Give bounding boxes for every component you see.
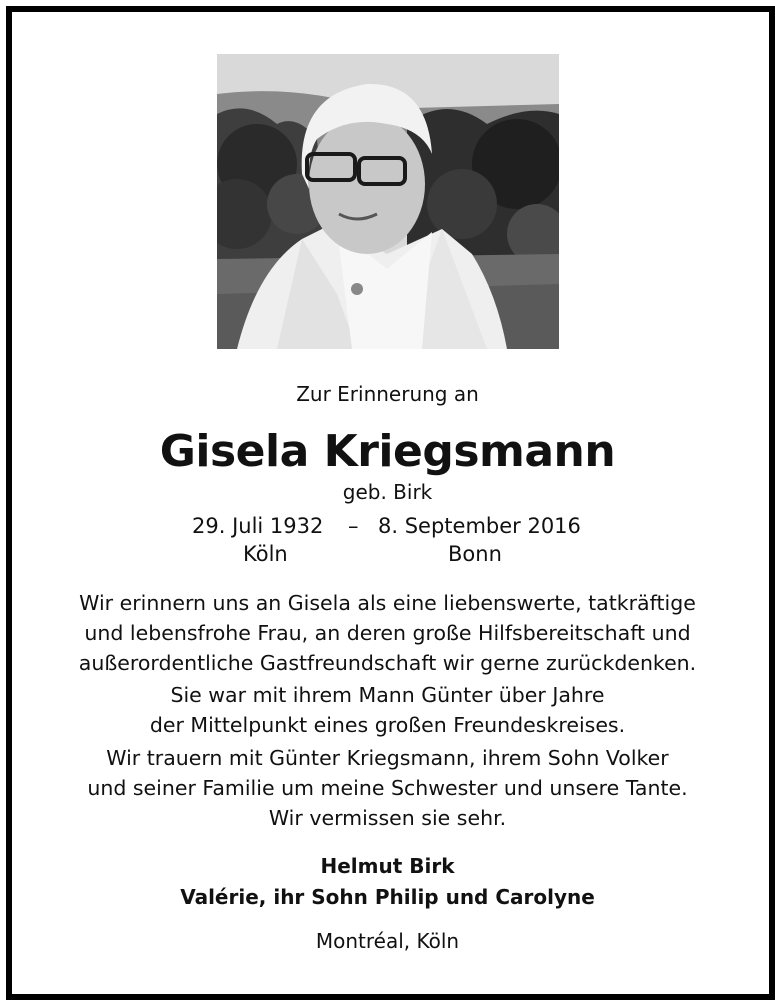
birth-date: 29. Juli 1932 <box>192 514 324 538</box>
signatories <box>0 851 775 913</box>
location: Montréal, Köln <box>315 929 460 953</box>
paragraph-line: der Mittelpunkt eines großen Freundeskreises. <box>149 713 626 737</box>
signatory: Helmut Birk <box>320 854 455 878</box>
birth-place: Köln <box>243 542 288 566</box>
paragraph-memory <box>0 588 775 678</box>
death-date: 8. September 2016 <box>378 514 581 538</box>
death-place: Bonn <box>448 542 502 566</box>
paragraph-friends <box>0 680 775 740</box>
paragraph-line: und lebensfrohe Frau, an deren große Hilfsbereitschaft und <box>84 621 691 645</box>
paragraph-line: außerordentliche Gastfreundschaft wir gerne zurückdenken. <box>78 651 697 675</box>
paragraph-line: Sie war mit ihrem Mann Günter über Jahre <box>170 683 605 707</box>
signatory: Valérie, ihr Sohn Philip und Carolyne <box>180 885 595 909</box>
paragraph-line: Wir erinnern uns an Gisela als eine liebenswerte, tatkräftige <box>79 591 696 615</box>
maiden-name: geb. Birk <box>342 480 433 504</box>
paragraph-line: Wir trauern mit Günter Kriegsmann, ihrem Sohn Volker <box>106 746 669 770</box>
date-dash: – <box>348 514 359 538</box>
paragraph-mourning <box>0 743 775 833</box>
deceased-name: Gisela Kriegsmann <box>159 426 616 477</box>
intro-text: Zur Erinnerung an <box>296 382 479 406</box>
paragraph-line: und seiner Familie um meine Schwester und unsere Tante. <box>87 776 688 800</box>
paragraph-line: Wir vermissen sie sehr. <box>268 806 507 830</box>
portrait-photo <box>217 54 559 349</box>
